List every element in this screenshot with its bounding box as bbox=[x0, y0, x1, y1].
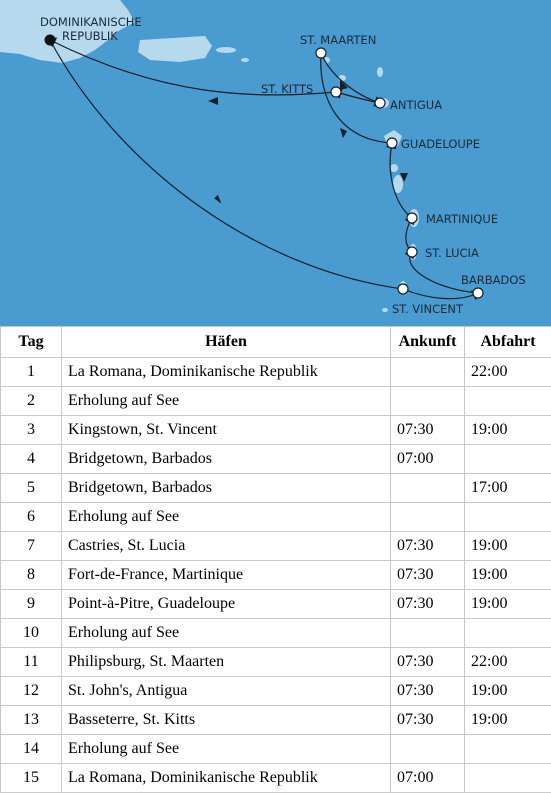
port-cell: Bridgetown, Barbados bbox=[62, 474, 391, 503]
header-departure: Abfahrt bbox=[465, 327, 551, 358]
table-header-row bbox=[1, 327, 551, 358]
port-cell: Philipsburg, St. Maarten bbox=[62, 648, 391, 677]
port-marker-barbados bbox=[473, 288, 483, 298]
day-cell: 15 bbox=[1, 764, 62, 793]
departure-cell: 19:00 bbox=[465, 532, 551, 561]
itinerary-table bbox=[0, 326, 551, 793]
arrival-cell bbox=[391, 474, 465, 503]
departure-cell: 17:00 bbox=[465, 474, 551, 503]
label-barbados: BARBADOS bbox=[461, 273, 526, 287]
port-cell: La Romana, Dominikanische Republik bbox=[62, 764, 391, 793]
day-cell: 9 bbox=[1, 590, 62, 619]
departure-cell bbox=[465, 387, 551, 416]
departure-cell bbox=[465, 619, 551, 648]
departure-cell: 19:00 bbox=[465, 416, 551, 445]
table-row bbox=[1, 619, 551, 648]
port-marker-martinique bbox=[407, 213, 417, 223]
arrival-cell bbox=[391, 503, 465, 532]
arrival-cell: 07:30 bbox=[391, 532, 465, 561]
port-cell: Castries, St. Lucia bbox=[62, 532, 391, 561]
label-guadeloupe: GUADELOUPE bbox=[401, 137, 480, 151]
arrival-cell bbox=[391, 358, 465, 387]
table-row bbox=[1, 532, 551, 561]
land bbox=[0, 0, 483, 312]
port-marker-antigua bbox=[375, 98, 385, 108]
arrival-cell: 07:30 bbox=[391, 590, 465, 619]
route-lines bbox=[50, 40, 478, 299]
label-dominican-republic-line2: REPUBLIK bbox=[62, 29, 118, 43]
table-row bbox=[1, 445, 551, 474]
day-cell: 10 bbox=[1, 619, 62, 648]
table-row bbox=[1, 648, 551, 677]
table-row bbox=[1, 561, 551, 590]
departure-cell: 19:00 bbox=[465, 677, 551, 706]
departure-cell: 19:00 bbox=[465, 706, 551, 735]
port-marker-st-maarten bbox=[316, 48, 326, 58]
departure-cell bbox=[465, 764, 551, 793]
port-cell: Point-à-Pitre, Guadeloupe bbox=[62, 590, 391, 619]
arrival-cell: 07:00 bbox=[391, 445, 465, 474]
day-cell: 11 bbox=[1, 648, 62, 677]
port-marker-st-vincent bbox=[398, 284, 408, 294]
table-row bbox=[1, 358, 551, 387]
departure-cell bbox=[465, 735, 551, 764]
port-cell: La Romana, Dominikanische Republik bbox=[62, 358, 391, 387]
route-stvincent-barbados bbox=[403, 289, 478, 299]
port-cell: Basseterre, St. Kitts bbox=[62, 706, 391, 735]
label-dominican-republic: DOMINIKANISCHE bbox=[40, 15, 142, 29]
itinerary-body bbox=[1, 358, 551, 793]
day-cell: 2 bbox=[1, 387, 62, 416]
day-cell: 3 bbox=[1, 416, 62, 445]
day-cell: 8 bbox=[1, 561, 62, 590]
port-cell: Erholung auf See bbox=[62, 735, 391, 764]
day-cell: 13 bbox=[1, 706, 62, 735]
arrival-cell: 07:30 bbox=[391, 648, 465, 677]
route-dr-stvincent bbox=[50, 40, 403, 289]
label-martinique: MARTINIQUE bbox=[426, 212, 499, 226]
day-cell: 1 bbox=[1, 358, 62, 387]
day-cell: 12 bbox=[1, 677, 62, 706]
port-cell: Erholung auf See bbox=[62, 387, 391, 416]
port-marker-st-lucia bbox=[407, 247, 417, 257]
label-st-vincent: ST. VINCENT bbox=[392, 302, 464, 316]
table-row bbox=[1, 706, 551, 735]
port-cell: Erholung auf See bbox=[62, 503, 391, 532]
day-cell: 6 bbox=[1, 503, 62, 532]
departure-cell: 22:00 bbox=[465, 358, 551, 387]
port-marker-st-kitts bbox=[331, 87, 341, 97]
arrival-cell: 07:30 bbox=[391, 561, 465, 590]
header-port: Häfen bbox=[62, 327, 391, 358]
table-row bbox=[1, 590, 551, 619]
table-row bbox=[1, 387, 551, 416]
route-map bbox=[0, 0, 551, 326]
table-row bbox=[1, 735, 551, 764]
departure-cell bbox=[465, 503, 551, 532]
departure-cell: 22:00 bbox=[465, 648, 551, 677]
table-row bbox=[1, 677, 551, 706]
label-st-kitts: ST. KITTS bbox=[261, 82, 314, 96]
arrival-cell bbox=[391, 735, 465, 764]
port-cell: Erholung auf See bbox=[62, 619, 391, 648]
departure-cell: 19:00 bbox=[465, 561, 551, 590]
route-map-graphic bbox=[0, 0, 551, 326]
table-row bbox=[1, 474, 551, 503]
port-cell: St. John's, Antigua bbox=[62, 677, 391, 706]
port-cell: Fort-de-France, Martinique bbox=[62, 561, 391, 590]
arrival-cell: 07:00 bbox=[391, 764, 465, 793]
day-cell: 5 bbox=[1, 474, 62, 503]
port-cell: Bridgetown, Barbados bbox=[62, 445, 391, 474]
header-arrival: Ankunft bbox=[391, 327, 465, 358]
port-cell: Kingstown, St. Vincent bbox=[62, 416, 391, 445]
puerto-rico-land bbox=[138, 36, 212, 62]
day-cell: 7 bbox=[1, 532, 62, 561]
port-marker-guadeloupe bbox=[387, 138, 397, 148]
route-antigua-stkitts bbox=[336, 92, 380, 103]
arrival-cell: 07:30 bbox=[391, 416, 465, 445]
day-cell: 14 bbox=[1, 735, 62, 764]
arrival-cell bbox=[391, 387, 465, 416]
label-st-lucia: ST. LUCIA bbox=[425, 246, 479, 260]
table-row bbox=[1, 503, 551, 532]
departure-cell bbox=[465, 445, 551, 474]
header-day: Tag bbox=[1, 327, 62, 358]
day-cell: 4 bbox=[1, 445, 62, 474]
label-st-maarten: ST. MAARTEN bbox=[300, 33, 377, 47]
arrival-cell: 07:30 bbox=[391, 677, 465, 706]
label-antigua: ANTIGUA bbox=[390, 98, 443, 112]
departure-cell: 19:00 bbox=[465, 590, 551, 619]
virgin-islands-land bbox=[216, 47, 236, 53]
table-row bbox=[1, 416, 551, 445]
table-row bbox=[1, 764, 551, 793]
arrival-cell bbox=[391, 619, 465, 648]
arrival-cell: 07:30 bbox=[391, 706, 465, 735]
port-marker-dominican-republic bbox=[45, 35, 56, 46]
